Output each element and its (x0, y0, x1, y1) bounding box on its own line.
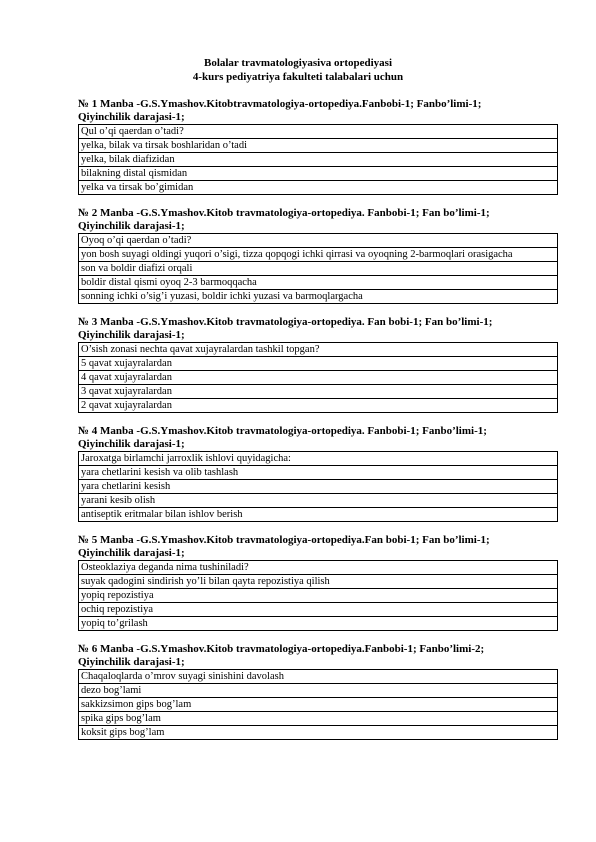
answer-option: yelka, bilak diafizidan (79, 153, 558, 167)
answer-row (79, 589, 558, 603)
answer-option: yelka va tirsak bo’gimidan (79, 181, 558, 195)
answer-row (79, 139, 558, 153)
question-text: O’sish zonasi nechta qavat xujayralardan tashkil topgan? (79, 343, 558, 357)
answer-row (79, 494, 558, 508)
answer-row (79, 290, 558, 304)
question-block-5 (78, 534, 558, 631)
question-block-2 (78, 207, 558, 304)
answer-option: dezo bog’lami (79, 684, 558, 698)
question-text: Chaqaloqlarda o’mrov suyagi sinishini davolash (79, 670, 558, 684)
answer-option: antiseptik eritmalar bilan ishlov berish (79, 508, 558, 522)
answer-row (79, 480, 558, 494)
answer-row (79, 262, 558, 276)
answer-option: 4 qavat xujayralardan (79, 371, 558, 385)
answer-row (79, 712, 558, 726)
question-heading: № 3 Manba -G.S.Ymashov.Kitob travmatologiya-ortopediya. Fan bobi-1; Fan bo’limi-1; (78, 316, 493, 328)
answer-row (79, 726, 558, 740)
answer-row (79, 575, 558, 589)
question-heading: № 1 Manba -G.S.Ymashov.Kitobtravmatologiya-ortopediya.Fanbobi-1; Fanbo’limi-1; (78, 98, 482, 110)
answer-row (79, 385, 558, 399)
question-block-6 (78, 643, 558, 740)
answer-option: 3 qavat xujayralardan (79, 385, 558, 399)
question-difficulty: Qiyinchilik darajasi-1; (78, 438, 185, 450)
answer-option: 5 qavat xujayralardan (79, 357, 558, 371)
answer-option: yopiq to’grilash (79, 617, 558, 631)
answer-option: yopiq repozistiya (79, 589, 558, 603)
answer-row (79, 357, 558, 371)
question-row (79, 125, 558, 139)
answer-row (79, 276, 558, 290)
answer-option: 2 qavat xujayralardan (79, 399, 558, 413)
answer-row (79, 399, 558, 413)
question-row (79, 452, 558, 466)
question-block-1 (78, 98, 558, 195)
answer-option: son va boldir diafizi orqali (79, 262, 558, 276)
question-table (78, 233, 558, 304)
question-difficulty: Qiyinchilik darajasi-1; (78, 111, 185, 123)
answer-option: yara chetlarini kesish (79, 480, 558, 494)
question-text: Jaroxatga birlamchi jarroxlik ishlovi quyidagicha: (79, 452, 558, 466)
answer-row (79, 617, 558, 631)
answer-option: sakkizsimon gips bog’lam (79, 698, 558, 712)
question-row (79, 561, 558, 575)
question-heading: № 6 Manba -G.S.Ymashov.Kitob travmatologiya-ortopediya.Fanbobi-1; Fanbo’limi-2; (78, 643, 485, 655)
answer-row (79, 181, 558, 195)
document-title-line1: Bolalar travmatologiyasiva ortopediyasi (203, 57, 392, 69)
question-table (78, 451, 558, 522)
question-text: Osteoklaziya deganda nima tushiniladi? (79, 561, 558, 575)
question-text: Oyoq o’qi qaerdan o’tadi? (79, 234, 558, 248)
answer-option: sonning ichki o’sig’i yuzasi, boldir ichki yuzasi va barmoqlargacha (79, 290, 558, 304)
question-row (79, 234, 558, 248)
document-title-line2: 4-kurs pediyatriya fakulteti talabalari uchun (192, 71, 404, 83)
question-table (78, 669, 558, 740)
question-table (78, 560, 558, 631)
answer-row (79, 698, 558, 712)
question-table (78, 342, 558, 413)
question-table (78, 124, 558, 195)
question-heading: № 2 Manba -G.S.Ymashov.Kitob travmatologiya-ortopediya. Fanbobi-1; Fan bo’limi-1; (78, 207, 490, 219)
answer-option: spika gips bog’lam (79, 712, 558, 726)
answer-option: yon bosh suyagi oldingi yuqori o’sigi, tizza qopqogi ichki qirrasi va oyoqning 2-barmoqlari orasigacha (79, 248, 558, 262)
question-heading: № 4 Manba -G.S.Ymashov.Kitob travmatologiya-ortopediya. Fanbobi-1; Fanbo’limi-1; (78, 425, 487, 437)
answer-row (79, 153, 558, 167)
question-difficulty: Qiyinchilik darajasi-1; (78, 329, 185, 341)
question-difficulty: Qiyinchilik darajasi-1; (78, 656, 185, 668)
answer-option: yara chetlarini kesish va olib tashlash (79, 466, 558, 480)
question-block-4 (78, 425, 558, 522)
answer-option: bilakning distal qismidan (79, 167, 558, 181)
answer-row (79, 167, 558, 181)
question-block-3 (78, 316, 558, 413)
answer-row (79, 466, 558, 480)
answer-option: yarani kesib olish (79, 494, 558, 508)
question-text: Qul o’qi qaerdan o’tadi? (79, 125, 558, 139)
question-heading: № 5 Manba -G.S.Ymashov.Kitob travmatologiya-ortopediya.Fan bobi-1; Fan bo’limi-1; (78, 534, 490, 546)
answer-row (79, 508, 558, 522)
answer-row (79, 684, 558, 698)
answer-option: ochiq repozistiya (79, 603, 558, 617)
question-row (79, 343, 558, 357)
answer-row (79, 603, 558, 617)
question-difficulty: Qiyinchilik darajasi-1; (78, 220, 185, 232)
answer-option: koksit gips bog’lam (79, 726, 558, 740)
question-difficulty: Qiyinchilik darajasi-1; (78, 547, 185, 559)
answer-option: boldir distal qismi oyoq 2-3 barmoqqacha (79, 276, 558, 290)
answer-option: suyak qadogini sindirish yo’li bilan qayta repozistiya qilish (79, 575, 558, 589)
answer-option: yelka, bilak va tirsak boshlaridan o’tadi (79, 139, 558, 153)
answer-row (79, 248, 558, 262)
answer-row (79, 371, 558, 385)
question-row (79, 670, 558, 684)
